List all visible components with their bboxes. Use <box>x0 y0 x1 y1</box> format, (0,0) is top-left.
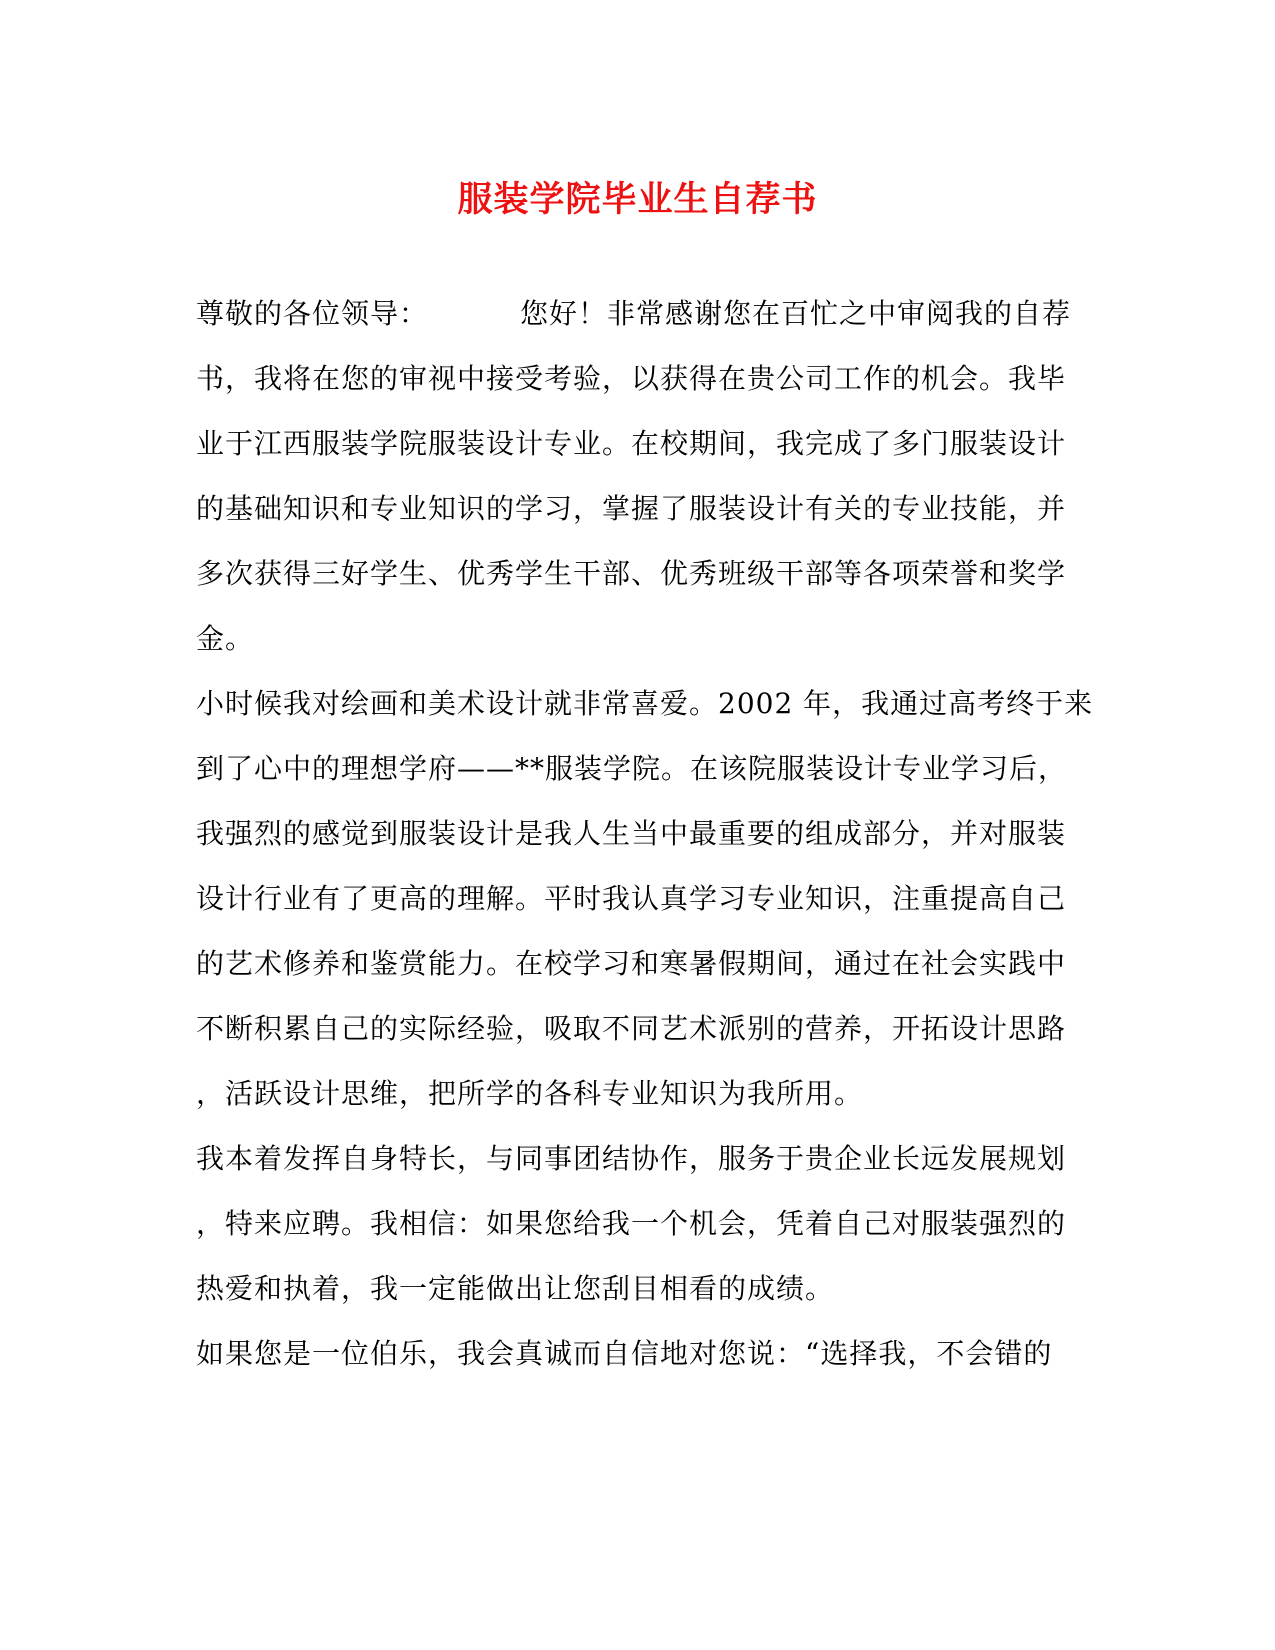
text-line-15: ，特来应聘。我相信：如果您给我一个机会，凭着自己对服装强烈的 <box>196 1207 1067 1240</box>
text-line-3: 业于江西服装学院服装设计专业。在校期间，我完成了多门服装设计 <box>196 427 1067 460</box>
text-line-11: 的艺术修养和鉴赏能力。在校学习和寒暑假期间，通过在社会实践中 <box>196 947 1067 980</box>
document-body <box>196 281 1094 1386</box>
text-line-12: 不断积累自己的实际经验，吸取不同艺术派别的营养，开拓设计思路 <box>196 1012 1067 1045</box>
text-line-13: ，活跃设计思维，把所学的各科专业知识为我所用。 <box>196 1077 864 1110</box>
text-line-17: 如果您是一位伯乐，我会真诚而自信地对您说：“选择我，不会错的 <box>196 1337 1053 1370</box>
text-line-2: 书，我将在您的审视中接受考验，以获得在贵公司工作的机会。我毕 <box>196 362 1067 395</box>
text-line-9: 我强烈的感觉到服装设计是我人生当中最重要的组成部分，并对服装 <box>196 817 1067 850</box>
text-line-1 <box>196 281 1076 346</box>
text-line-14: 我本着发挥自身特长，与同事团结协作，服务于贵企业长远发展规划 <box>196 1142 1067 1175</box>
greeting-text: 您好！非常感谢您在百忙之中审阅我的自荐 <box>520 297 1072 330</box>
text-line-8: 到了心中的理想学府——**服装学院。在该院服装设计专业学习后， <box>196 752 1068 785</box>
text-line-16: 热爱和执着，我一定能做出让您刮目相看的成绩。 <box>196 1272 835 1305</box>
text-line-6: 金。 <box>196 622 255 655</box>
text-line-5: 多次获得三好学生、优秀学生干部、优秀班级干部等各项荣誉和奖学 <box>196 557 1067 590</box>
document-title: 服装学院毕业生自荐书 <box>457 179 818 220</box>
text-line-4: 的基础知识和专业知识的学习，掌握了服装设计有关的专业技能，并 <box>196 492 1067 525</box>
text-line-7: 小时候我对绘画和美术设计就非常喜爱。2002 年，我通过高考终于来 <box>196 687 1094 720</box>
text-line-10: 设计行业有了更高的理解。平时我认真学习专业知识，注重提高自己 <box>196 882 1067 915</box>
salutation: 尊敬的各位领导： <box>196 297 429 330</box>
